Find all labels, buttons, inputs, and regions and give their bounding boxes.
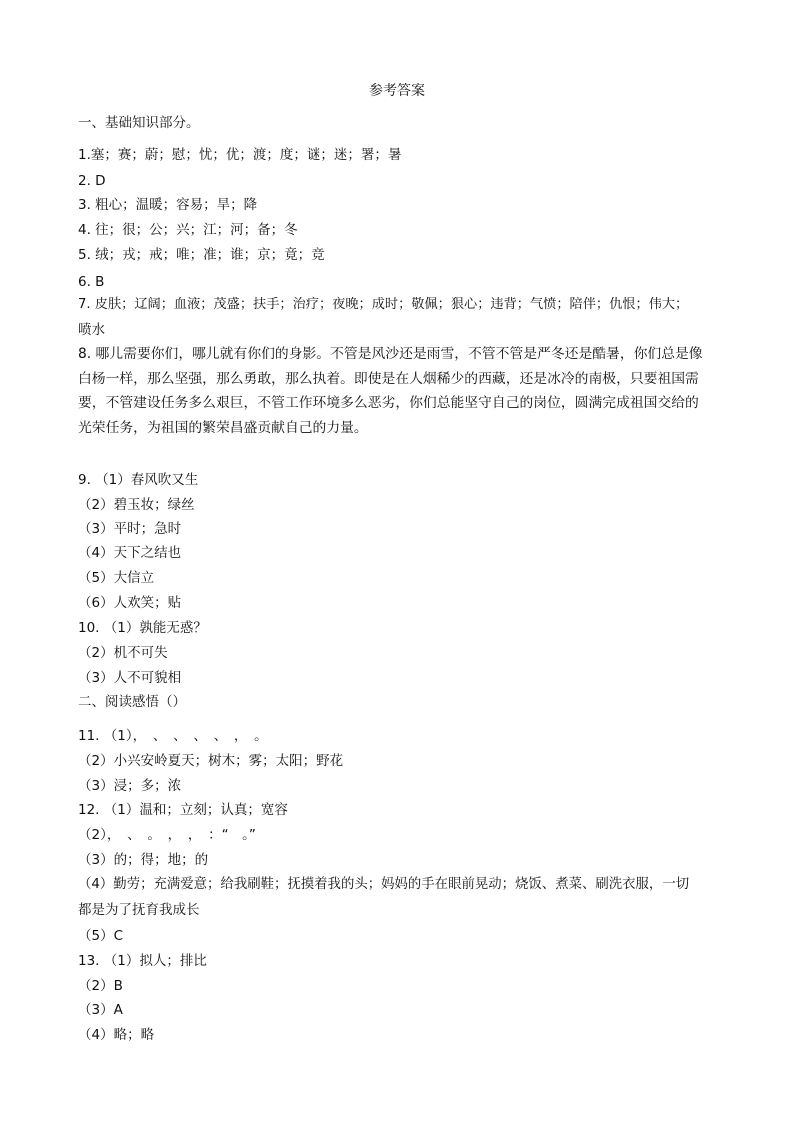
answer-q4: 4. 往；很；公；兴；江；河；备；冬 [78, 222, 298, 238]
answer-q1: 1.塞；赛；蔚；慰；忧；优；渡；度；谜；迷；署；暑 [78, 147, 402, 163]
answer-q13-3: （3）A [78, 1002, 123, 1018]
answer-q11-2: （2）小兴安岭夏天；树木；雾；太阳；野花 [78, 753, 344, 769]
answer-q8-line3: 要，不管建设任务多么艰巨，不管工作环境多么恶劣，你们总能坚守自己的岗位，圆满完成祖国交给的 [78, 395, 699, 412]
answer-q8-line2: 白杨一样，那么坚强，那么勇敢，那么执着。即使是在人烟稀少的西藏，还是冰冷的南极，只要祖国需 [78, 370, 699, 387]
answer-q9-5: （5）大信立 [78, 570, 155, 586]
answer-q10-2: （2）机不可失 [78, 645, 168, 661]
answer-q9-3: （3）平时；急时 [78, 521, 182, 537]
answer-q12-4-line1: （4）勤劳；充满爱意；给我刷鞋；抚摸着我的头；妈妈的手在眼前晃动；烧饭、煮菜、刷洗衣服，一切 [78, 877, 690, 892]
page-title: 参考答案 [369, 83, 425, 99]
answer-q8 [78, 342, 724, 441]
answer-q3: 3. 粗心；温暖；容易；旱；降 [78, 197, 258, 213]
answer-q2: 2. D [78, 173, 106, 189]
answer-q10-1: 10. （1）孰能无惑？ [78, 620, 207, 636]
answer-q10-3: （3）人不可貌相 [78, 670, 182, 686]
answer-q13-4: （4）略；略 [78, 1027, 155, 1043]
answer-q11-3: （3）浸；多；浓 [78, 778, 182, 794]
answer-q12-1: 12. （1）温和；立刻；认真；宽容 [78, 802, 288, 818]
answer-q12-4-line2: 都是为了抚育我成长 [78, 902, 200, 918]
answer-q7-line1: 7. 皮肤；辽阔；血液；茂盛；扶手；治疗；夜晚；成时；敬佩；狠心；违背；气愤；陪伴；仇恨；伟大； [78, 297, 689, 312]
answer-q9-4: （4）天下之结也 [78, 545, 182, 561]
answer-q9-1: 9. （1）春风吹又生 [78, 472, 199, 488]
answer-q7-line2: 喷水 [78, 322, 105, 338]
answer-q8-line4: 光荣任务，为祖国的繁荣昌盛贡献自己的力量。 [78, 420, 368, 437]
answer-q13-2: （2）B [78, 978, 123, 994]
section-heading-reading: 二、阅读感悟（） [78, 694, 186, 710]
answer-q6: 6. B [78, 274, 105, 290]
section-heading-basic: 一、基础知识部分。 [78, 115, 200, 131]
answer-sheet-page [78, 0, 728, 1123]
answer-q9-2: （2）碧玉妆；绿丝 [78, 497, 195, 513]
answer-q12-3: （3）的；得；地；的 [78, 852, 209, 868]
answer-q8-line1: 8. 哪儿需要你们，哪儿就有你们的身影。不管是风沙还是雨雪，不管不管是严冬还是酷暑，你们总是像 [78, 346, 703, 362]
answer-q12-5: （5）C [78, 928, 124, 944]
answer-q12-2: （2）， 、 。 ， ， ：“ 。” [78, 827, 256, 843]
answer-q9-6: （6）人欢笑；贴 [78, 595, 182, 611]
answer-q5: 5. 绒；戎；戒；唯；准；谁；京；竟；竞 [78, 247, 325, 263]
answer-q11-1: 11. （1）， 、 、 、 、 ， 。 [78, 728, 268, 744]
answer-q13-1: 13. （1）拟人；排比 [78, 953, 207, 969]
